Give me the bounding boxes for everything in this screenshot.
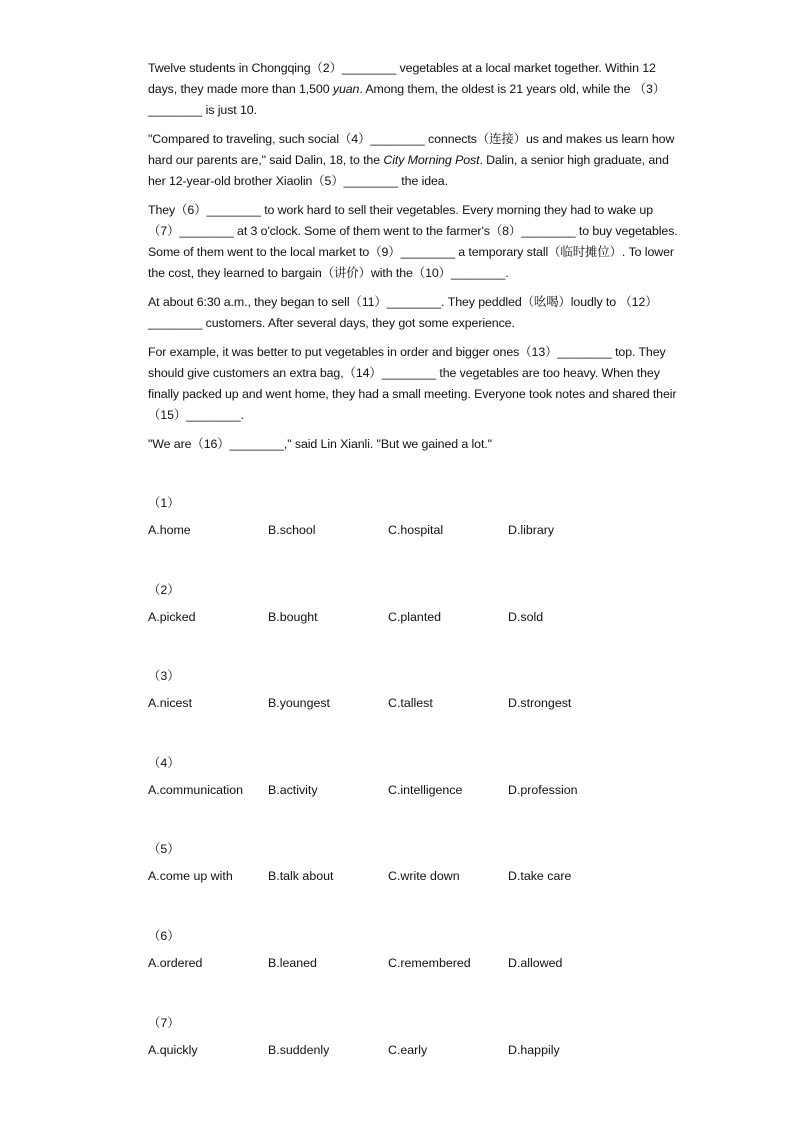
option-b[interactable]: B.school (268, 523, 316, 537)
option-d[interactable]: D.profession (508, 782, 578, 797)
paragraph-1-italic: yuan (332, 82, 360, 96)
paragraph-4: At about 6:30 a.m., they began to sell（11）________. They peddled（吆喝）loudly to （12）________ customers. After several days, they got some experience. (148, 295, 658, 330)
question-number: （2） (148, 582, 180, 597)
paragraph-2-italic: City Morning Post (383, 153, 480, 167)
question-1 (148, 487, 668, 574)
option-a[interactable]: A.picked (148, 609, 196, 624)
option-a[interactable]: A.communication (148, 782, 244, 797)
option-d[interactable]: D.allowed (508, 955, 563, 970)
option-b[interactable]: B.talk about (268, 869, 334, 884)
option-d[interactable]: D.sold (508, 609, 544, 624)
passage (148, 58, 678, 463)
option-a[interactable]: A.ordered (148, 955, 203, 970)
question-number: （3） (148, 669, 180, 684)
question-number: （5） (148, 842, 180, 857)
question-2 (148, 574, 668, 661)
paragraph-5: For example, it was better to put vegetables in order and bigger ones（13）________ top. They should give customers an extra bag,（14）________ the vegetables are too heavy. When they finally packed up and went home, they had a small meeting. Everyone took notes and shared their（15）________. (148, 345, 677, 422)
option-c[interactable]: C.early (388, 1042, 428, 1057)
option-a[interactable]: A.come up with (148, 869, 233, 884)
paragraph-3: They（6）________ to work hard to sell their vegetables. Every morning they had to wake up（7）________ at 3 o'clock. Some of them went to the farmer's（8）________ to buy vegetables. Some of them went to the local market to（9）________ a temporary stall（临时摊位）. To lower the cost, they learned to bargain（讲价）with the（10）________. (148, 203, 678, 280)
paragraph-1-text: Twelve students in Chongqing（2）________ vegetables at a local market together. Within 12 days, they made more than 1,500 (148, 61, 656, 96)
paragraph-1 (148, 58, 678, 121)
paragraph-2 (148, 129, 678, 192)
question-4 (148, 747, 668, 834)
question-5 (148, 833, 668, 920)
option-a[interactable]: A.nicest (148, 696, 193, 711)
option-a[interactable]: A.quickly (148, 1042, 198, 1057)
option-d[interactable]: D.happily (508, 1042, 560, 1057)
question-number: （1） (148, 496, 180, 510)
question-6 (148, 920, 668, 1007)
option-c[interactable]: C.remembered (388, 955, 471, 970)
question-number: （6） (148, 928, 180, 943)
option-c[interactable]: C.tallest (388, 696, 433, 711)
question-7 (148, 1007, 668, 1094)
paragraph-2-text: "Compared to traveling, such social（4）________ connects（连接）us and makes us learn how hard our parents are," said Dalin, 18, to the (148, 132, 675, 167)
option-c[interactable]: C.intelligence (388, 782, 463, 797)
question-3 (148, 660, 668, 747)
paragraph-2-tail: . Dalin, a senior high graduate, and her 12-year-old brother Xiaolin（5）________ the idea. (148, 153, 669, 188)
option-c[interactable]: C.hospital (388, 523, 444, 537)
option-b[interactable]: B.suddenly (268, 1042, 330, 1057)
option-c[interactable]: C.write down (388, 869, 460, 884)
question-number: （4） (148, 755, 180, 770)
option-d[interactable]: D.library (508, 523, 555, 537)
option-b[interactable]: B.leaned (268, 955, 317, 970)
option-d[interactable]: D.take care (508, 869, 572, 884)
paragraph-6: "We are（16）________," said Lin Xianli. "But we gained a lot." (148, 437, 492, 451)
question-number: （7） (148, 1015, 180, 1030)
option-a[interactable]: A.home (148, 523, 191, 537)
option-b[interactable]: B.youngest (268, 696, 330, 711)
option-c[interactable]: C.planted (388, 609, 442, 624)
option-d[interactable]: D.strongest (508, 696, 572, 711)
question-list (148, 487, 668, 1093)
paragraph-1-tail: . Among them, the oldest is 21 years old, while the （3）________ is just 10. (148, 82, 666, 117)
option-b[interactable]: B.activity (268, 782, 318, 797)
option-b[interactable]: B.bought (268, 609, 318, 624)
